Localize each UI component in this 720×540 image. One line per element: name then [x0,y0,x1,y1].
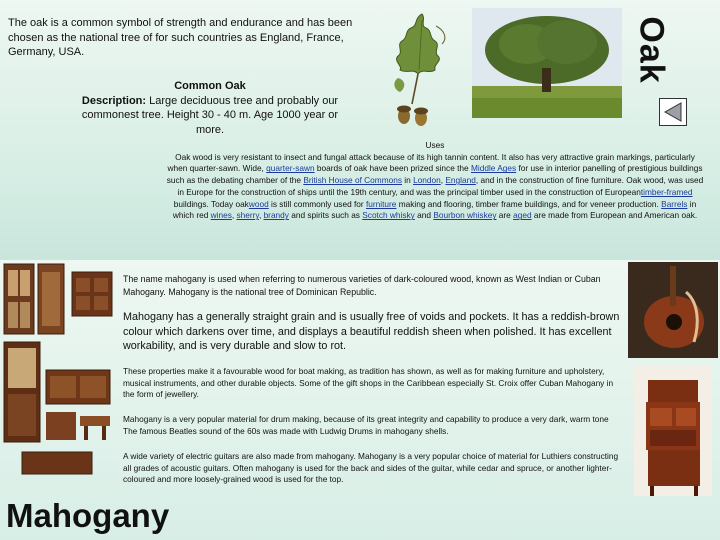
mahogany-furniture-photos [2,262,114,482]
description-text: Large deciduous tree and probably our commonest tree. Height 30 - 40 m. Age 1000 year or more. [81,94,339,136]
link-england[interactable]: England [445,175,476,186]
common-oak-title: Common Oak [174,80,246,92]
oak-side-title: Oak [632,16,671,84]
mahogany-paragraph-5: A wide variety of electric guitars are also made from mahogany. Mahogany is a very popular choice of material for Luthiers constructing all grades of acoustic guitars. Often mahogany is used for the back and sides of the guitar, while cedar and spruce, or another lighter-coloured and more loosely-grained wood is used for the top. [123,451,619,485]
common-oak-block [70,79,350,137]
oak-uses: Uses Oak wood is very resistant to insect and fungal attack because of its high tannin content. It also has very attractive grain markings, particularly when quarter-sawn. Wide, quarter-sawn boards of oak have been prized since the Middle Ages for use in interior panelling of prestigious buildings such as the debating chamber of the British House of Commons in London, England, and in the construction of fine furniture. Oak wood, was used in Europe for the construction of ships until the 19th century, and was the principal timber used in the construction of Europeantimber-framed buildings. Today oakwood is still commonly used for furniture making and flooring, timber frame buildings, and for veneer production. Barrels in which red wines, sherry, brandy and spirits such as Scotch whisky and Bourbon whiskey are aged are made from European and American oak. [166,140,704,221]
link-sherry[interactable]: sherry [236,210,259,221]
link-middle-ages[interactable]: Middle Ages [470,163,517,174]
link-bourbon-whiskey[interactable]: Bourbon whiskey [433,210,497,221]
link-brandy[interactable]: brandy [263,210,289,221]
description-label: Description: [81,94,147,107]
oak-tree-photo [472,8,622,118]
link-london[interactable]: London [413,175,441,186]
link-aged[interactable]: aged [513,210,532,221]
mahogany-paragraph-2: Mahogany has a generally straight grain and is usually free of voids and pockets. It has a reddish-brown colour which darkens over time, and displays a beautiful reddish sheen when polished. It has excellent workability, and is very durable and slow to rot. [123,311,620,352]
previous-button[interactable] [659,98,687,126]
oak-leaf-image [378,8,466,130]
link-house-of-commons[interactable]: British House of Commons [303,175,402,186]
link-scotch-whisky[interactable]: Scotch whisky [362,210,415,221]
link-barrels[interactable]: Barrels [661,198,688,209]
mahogany-paragraph-3: These properties make it a favourable wood for boat making, as tradition has shown, as well as for making furniture and upholstery, musical instruments, and other durable objects. Some of the gift shops in the Caribbean especially St. Croix offer Cuban Mahogany in the form of jewellery. [123,366,614,400]
oak-intro: The oak is a common symbol of strength and endurance and has been chosen as the national tree of for such countries as England, France, Germany, USA. [8,17,353,58]
uses-title: Uses [425,140,445,150]
triangle-left-icon [662,101,684,123]
link-timber-framed[interactable]: timber-framed [640,186,693,197]
mahogany-title: Mahogany [6,497,170,534]
link-furniture[interactable]: furniture [365,198,397,209]
mahogany-paragraph-1: The name mahogany is used when referring to numerous varieties of dark-coloured wood, known as West Indian or Cuban Mahogany. Mahogany is the national tree of Dominican Republic. [123,274,601,297]
mahogany-paragraph-4: Mahogany is a very popular material for drum making, because of its great integrity and capability to produce a very dark, warm tone The famous Beatles sound of the 60s was made with Ludwig Drums in mahogany shells. [123,414,609,436]
link-quarter-sawn[interactable]: quarter-sawn [266,163,315,174]
mahogany-guitar-photos [628,262,718,498]
link-wines[interactable]: wines [210,210,232,221]
link-wood[interactable]: wood [248,198,269,209]
